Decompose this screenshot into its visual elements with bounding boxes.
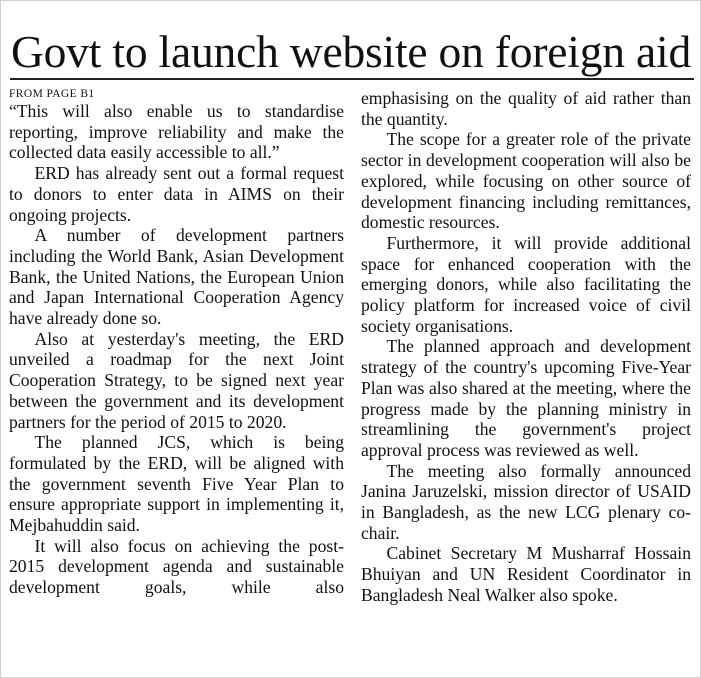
left-column xyxy=(9,88,344,598)
paragraph: The planned JCS, which is being formulated by the ERD, will be aligned with the government seventh Five Year Plan to ensure appropriate support in implementing it, Mejbahuddin said. xyxy=(9,432,344,536)
right-column xyxy=(361,88,691,606)
paragraph: Also at yesterday's meeting, the ERD unveiled a roadmap for the next Joint Cooperation Strategy, to be signed next year between the government and its development partners for the period of 2015 to 2020. xyxy=(9,328,344,432)
paragraph: A number of development partners including the World Bank, Asian Development Bank, the United Nations, the European Union and Japan International Cooperation Agency have already done so. xyxy=(9,225,344,329)
paragraph: The meeting also formally announced Janina Jaruzelski, mission director of USAID in Bangladesh, as the new LCG plenary co-chair. xyxy=(361,460,691,543)
paragraph: The planned approach and development strategy of the country's upcoming Five-Year Plan was also shared at the meeting, where the progress made by the planning ministry in streamlining the government's project approval process was reviewed as well. xyxy=(361,336,691,460)
headline-rule xyxy=(10,78,694,80)
paragraph: The scope for a greater role of the private sector in development cooperation will also be explored, while focusing on other source of development financing including remittances, domestic resources. xyxy=(361,129,691,233)
headline: Govt to launch website on foreign aid xyxy=(11,26,691,77)
paragraph: Furthermore, it will provide additional space for enhanced cooperation with the emerging donors, while also facilitating the policy platform for increased voice of civil society organisations. xyxy=(361,232,691,336)
continuation-kicker: FROM PAGE B1 xyxy=(9,88,95,100)
paragraph: ERD has already sent out a formal request to donors to enter data in AIMS on their ongoing projects. xyxy=(9,163,344,225)
paragraph: Cabinet Secretary M Musharraf Hossain Bhuiyan and UN Resident Coordinator in Bangladesh Neal Walker also spoke. xyxy=(361,543,691,605)
paragraph: “This will also enable us to standardise reporting, improve reliability and make the collected data easily accessible to all.” xyxy=(9,101,344,163)
paragraph: emphasising on the quality of aid rather than the quantity. xyxy=(361,88,691,129)
paragraph: It will also focus on achieving the post-2015 development agenda and sustainable development goals, while also xyxy=(9,535,344,598)
